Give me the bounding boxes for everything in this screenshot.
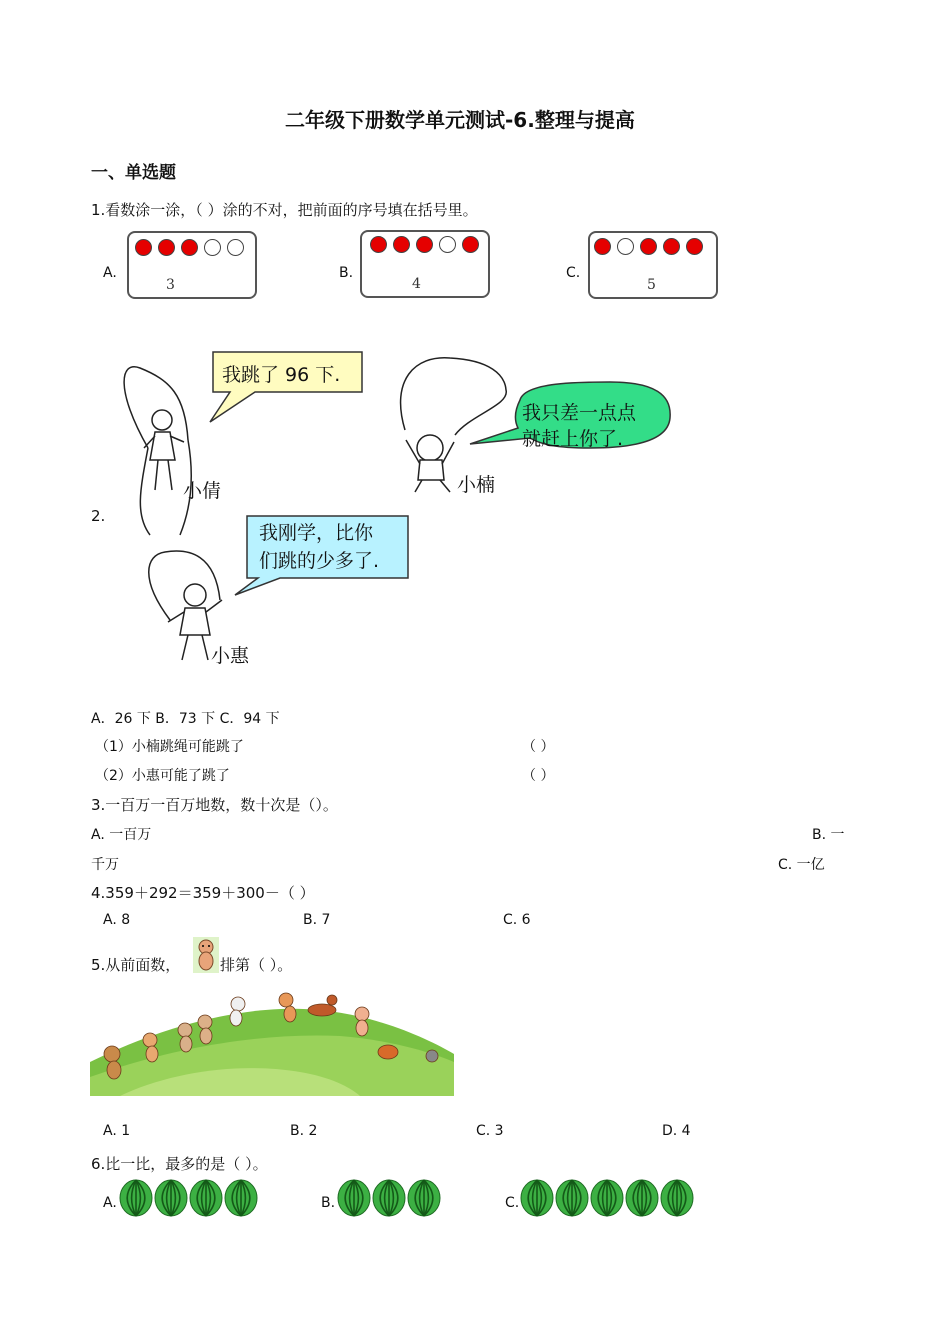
dot [204, 239, 221, 256]
question-3-text: 3.一百万一百万地数，数十次是（）。 [91, 796, 338, 814]
dot-box [127, 231, 257, 299]
option-d: D. 4 [662, 1123, 691, 1139]
girl-figure [144, 410, 184, 490]
section-heading: 一、单选题 [91, 163, 176, 183]
option-a: A. 8 [103, 912, 131, 928]
watermelon-icon [520, 1177, 554, 1217]
watermelon-icon [590, 1177, 624, 1217]
answer-paren: （ ） [522, 739, 555, 755]
monkey-icon [193, 937, 219, 973]
option-label: A. [103, 265, 117, 281]
dot [370, 236, 387, 253]
question-2-number: 2. [91, 507, 106, 525]
dot [416, 236, 433, 253]
option-label: C. [505, 1195, 520, 1211]
watermelon-icon [119, 1177, 153, 1217]
question-1-text: 1.看数涂一涂，（ ）涂的不对，把前面的序号填在括号里。 [91, 201, 478, 219]
option-label: B. [339, 265, 354, 281]
option-b: B. 2 [290, 1123, 318, 1139]
option-b: B. 一 [812, 827, 845, 843]
question-5-text-after: 排第（ ）。 [220, 956, 293, 974]
dot [686, 238, 703, 255]
dot [181, 239, 198, 256]
kid-name: 小楠 [457, 474, 496, 496]
watermelon-icon [660, 1177, 694, 1217]
option-c: C. 6 [503, 912, 531, 928]
watermelon-icon [372, 1177, 406, 1217]
jump-rope [401, 358, 507, 435]
q2-sub1: （1）小楠跳绳可能跳了 [95, 739, 244, 755]
q2-choices: A．26 下 B．73 下 C．94 下 [91, 711, 280, 727]
kid-name: 小惠 [211, 645, 250, 667]
dot [640, 238, 657, 255]
dot-box [588, 231, 718, 299]
speech-text: 们跳的少多了. [259, 550, 380, 572]
option-c: C. 3 [476, 1123, 504, 1139]
speech-text: 我刚学，比你 [259, 522, 374, 544]
box-number: 5 [647, 277, 656, 293]
question-6-text: 6.比一比，最多的是（ ）。 [91, 1155, 268, 1173]
rope-jump-illustration [110, 340, 710, 690]
box-number: 4 [412, 276, 421, 292]
option-b-cont: 千万 [91, 857, 119, 873]
option-label: C. [566, 265, 581, 281]
dot-box [360, 230, 490, 298]
watermelon-icon [407, 1177, 441, 1217]
page-title: 二年级下册数学单元测试-6.整理与提高 [285, 108, 635, 132]
watermelon-icon [154, 1177, 188, 1217]
girl-figure [406, 435, 454, 492]
option-a: A. 一百万 [91, 827, 152, 843]
speech-text: 我跳了 96 下. [222, 364, 341, 386]
dot [227, 239, 244, 256]
dot [617, 238, 634, 255]
option-label: B. [321, 1195, 336, 1211]
watermelon-icon [224, 1177, 258, 1217]
question-4-text: 4.359＋292＝359＋300－（ ） [91, 884, 315, 902]
dot [594, 238, 611, 255]
dot [462, 236, 479, 253]
kid-name: 小倩 [183, 480, 222, 502]
question-5-text: 5.从前面数， [91, 956, 181, 974]
option-label: A. [103, 1195, 117, 1211]
answer-paren: （ ） [522, 768, 555, 784]
speech-text: 就赶上你了. [522, 428, 624, 450]
dot [663, 238, 680, 255]
q2-sub2: （2）小惠可能了跳了 [95, 768, 230, 784]
dot [439, 236, 456, 253]
watermelon-icon [337, 1177, 371, 1217]
speech-text: 我只差一点点 [522, 402, 637, 424]
watermelon-group-a [119, 1177, 259, 1217]
watermelon-icon [555, 1177, 589, 1217]
option-a: A. 1 [103, 1123, 131, 1139]
watermelon-icon [189, 1177, 223, 1217]
watermelon-group-b [337, 1177, 442, 1217]
option-c: C. 一亿 [778, 857, 825, 873]
option-b: B. 7 [303, 912, 331, 928]
hill-animals-illustration [90, 992, 454, 1096]
watermelon-icon [625, 1177, 659, 1217]
dot [393, 236, 410, 253]
dot [135, 239, 152, 256]
dot [158, 239, 175, 256]
box-number: 3 [166, 277, 175, 293]
watermelon-group-c [520, 1177, 695, 1217]
